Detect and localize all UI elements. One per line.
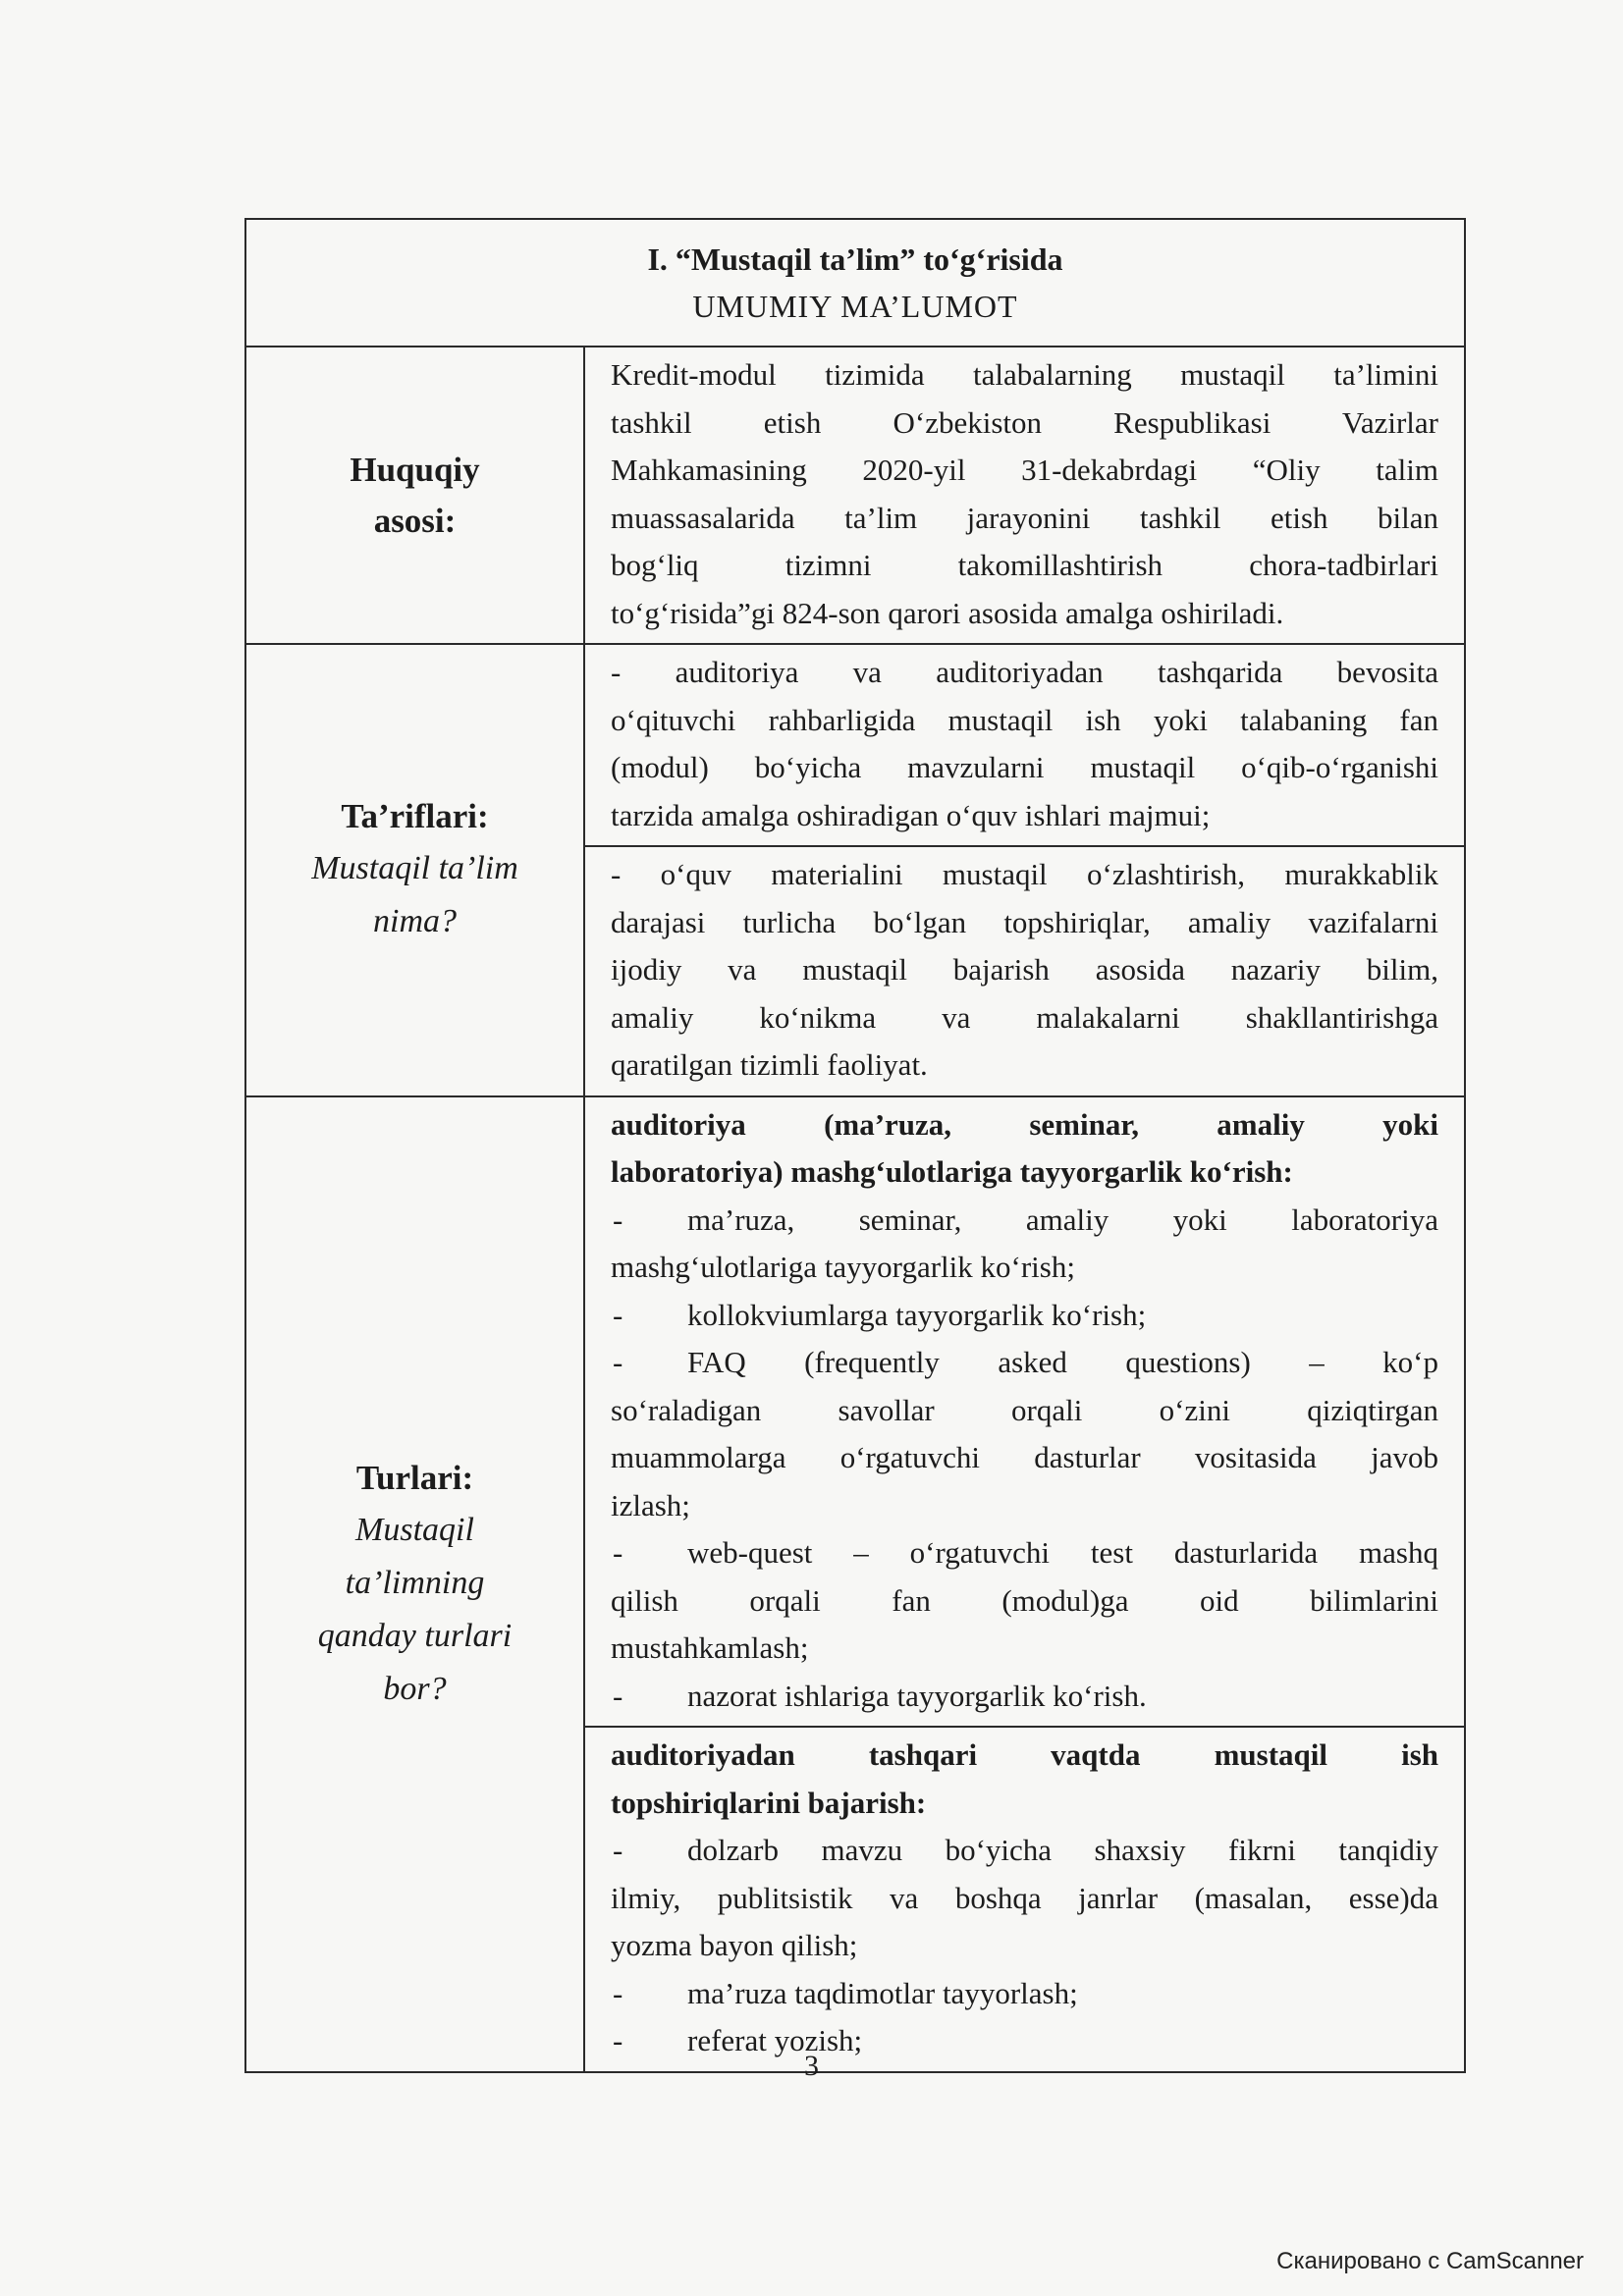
list-item-continuation: yozma bayon qilish;: [611, 1928, 858, 1962]
types-label: Turlari:: [355, 1458, 474, 1497]
legal-line: tashkil etish O‘zbekiston Respublikasi Vazirlar: [611, 404, 1438, 440]
legal-line: Mahkamasining 2020-yil 31-dekabrdagi “Oliy talim: [611, 453, 1438, 487]
types-question-3: qanday turlari: [317, 1617, 513, 1654]
types-label-cell: [245, 1096, 584, 2072]
definition-2-line: darajasi turlicha bo‘lgan topshiriqlar, amaliy vazifalarni: [611, 904, 1438, 939]
table-header: [245, 219, 1465, 347]
legal-line: Kredit-modul tizimida talabalarning mustaqil ta’limini: [611, 357, 1438, 392]
table-header-row: [245, 219, 1465, 347]
list-item-text: referat yozish;: [687, 2023, 863, 2057]
definition-1: [584, 644, 1465, 846]
dash-bullet: -: [613, 1678, 623, 1713]
legal-basis-label-2: asosi:: [373, 501, 457, 540]
list-item-continuation: mashg‘ulotlariga tayyorgarlik ko‘rish;: [611, 1250, 1075, 1284]
list-item: [611, 1673, 1438, 1721]
block-1-heading: auditoriya (ma’ruza, seminar, amaliy yoki: [611, 1106, 1438, 1142]
info-table: [244, 218, 1466, 2073]
list-item: [611, 1197, 1438, 1245]
legal-line: to‘g‘risida”gi 824-son qarori asosida amalga oshiriladi.: [611, 595, 1284, 630]
definition-1-line: - auditoriya va auditoriyadan tashqarida bevosita: [611, 655, 1438, 689]
dash-bullet: -: [613, 1833, 623, 1867]
definitions-label: Ta’riflari:: [341, 797, 489, 836]
dash-bullet: -: [613, 1297, 623, 1332]
legal-basis-label-cell: [245, 347, 584, 644]
definition-1-line: tarzida amalga oshiradigan o‘quv ishlari majmui;: [611, 797, 1211, 832]
legal-basis-label-1: Huquqiy: [350, 450, 480, 489]
list-item: [611, 1970, 1438, 2018]
definition-1-line: o‘qituvchi rahbarligida mustaqil ish yoki talabaning fan: [611, 702, 1438, 737]
types-block-1: [584, 1096, 1465, 1728]
dash-bullet: -: [613, 1201, 623, 1237]
definition-2-line: qaratilgan tizimli faoliyat.: [611, 1047, 928, 1082]
list-item-text: dolzarb mavzu bo‘yicha shaxsiy fikrni tanqidiy: [687, 1833, 1438, 1867]
legal-line: muassasalarida ta’lim jarayonini tashkil etish bilan: [611, 500, 1438, 535]
types-block-2: [584, 1727, 1465, 2072]
list-item-text: web-quest – o‘rgatuvchi test dasturlarida mashq: [687, 1535, 1438, 1570]
types-question-2: ta’limning: [345, 1564, 485, 1601]
list-item-continuation: so‘raladigan savollar orqali o‘zini qiziqtirgan: [611, 1392, 1438, 1427]
list-item: [611, 1339, 1438, 1387]
dash-bullet: -: [613, 1535, 623, 1570]
block-2-heading: topshiriqlarini bajarish:: [611, 1785, 927, 1820]
definition-2-line: amaliy ko‘nikma va malakalarni shakllantirishga: [611, 999, 1438, 1035]
list-item-continuation: mustahkamlash;: [611, 1630, 809, 1665]
types-row-1: [245, 1096, 1465, 1728]
types-question-1: Mustaqil: [355, 1511, 474, 1548]
dash-bullet: -: [613, 1345, 623, 1379]
definition-2: [584, 846, 1465, 1096]
list-item-text: ma’ruza, seminar, amaliy yoki laboratoriya: [687, 1201, 1438, 1237]
legal-basis-text: [584, 347, 1465, 644]
list-item-continuation: ilmiy, publitsistik va boshqa janrlar (masalan, esse)da: [611, 1880, 1438, 1915]
list-item-text: ma’ruza taqdimotlar tayyorlash;: [687, 1975, 1078, 2010]
legal-line: bog‘liq tizimni takomillashtirish chora-tadbirlari: [611, 548, 1438, 582]
list-item: [611, 1292, 1438, 1340]
legal-basis-row: [245, 347, 1465, 644]
definition-2-line: - o‘quv materialini mustaqil o‘zlashtirish, murakkablik: [611, 857, 1438, 891]
definitions-row-1: [245, 644, 1465, 846]
list-item: [611, 1827, 1438, 1875]
block-2-heading: auditoriyadan tashqari vaqtda mustaqil ish: [611, 1737, 1438, 1772]
dash-bullet: -: [613, 2023, 623, 2057]
definitions-question-2: nima?: [373, 903, 457, 940]
definitions-label-cell: [245, 644, 584, 1096]
table-subtitle: UMUMIY MA’LUMOT: [692, 289, 1018, 324]
definitions-question-1: Mustaqil ta’lim: [311, 850, 518, 887]
list-item-continuation: izlash;: [611, 1487, 690, 1522]
definition-1-line: (modul) bo‘yicha mavzularni mustaqil o‘qib-o‘rganishi: [611, 750, 1438, 784]
list-item: [611, 1529, 1438, 1577]
page-number: 3: [804, 2050, 819, 2082]
camscanner-watermark: Сканировано с CamScanner: [1276, 2248, 1584, 2274]
types-question-4: bor?: [383, 1670, 447, 1707]
list-item-text: nazorat ishlariga tayyorgarlik ko‘rish.: [687, 1678, 1147, 1713]
list-item-continuation: qilish orqali fan (modul)ga oid bilimlarini: [611, 1582, 1438, 1618]
block-1-heading: laboratoriya) mashg‘ulotlariga tayyorgarlik ko‘rish:: [611, 1154, 1293, 1189]
list-item-text: FAQ (frequently asked questions) – ko‘p: [687, 1345, 1438, 1379]
dash-bullet: -: [613, 1975, 623, 2010]
definition-2-line: ijodiy va mustaqil bajarish asosida nazariy bilim,: [611, 952, 1438, 987]
table-title: I. “Mustaqil ta’lim” to‘g‘risida: [647, 241, 1063, 277]
list-item-continuation: muammolarga o‘rgatuvchi dasturlar vositasida javob: [611, 1440, 1438, 1474]
list-item-text: kollokviumlarga tayyorgarlik ko‘rish;: [687, 1297, 1147, 1332]
